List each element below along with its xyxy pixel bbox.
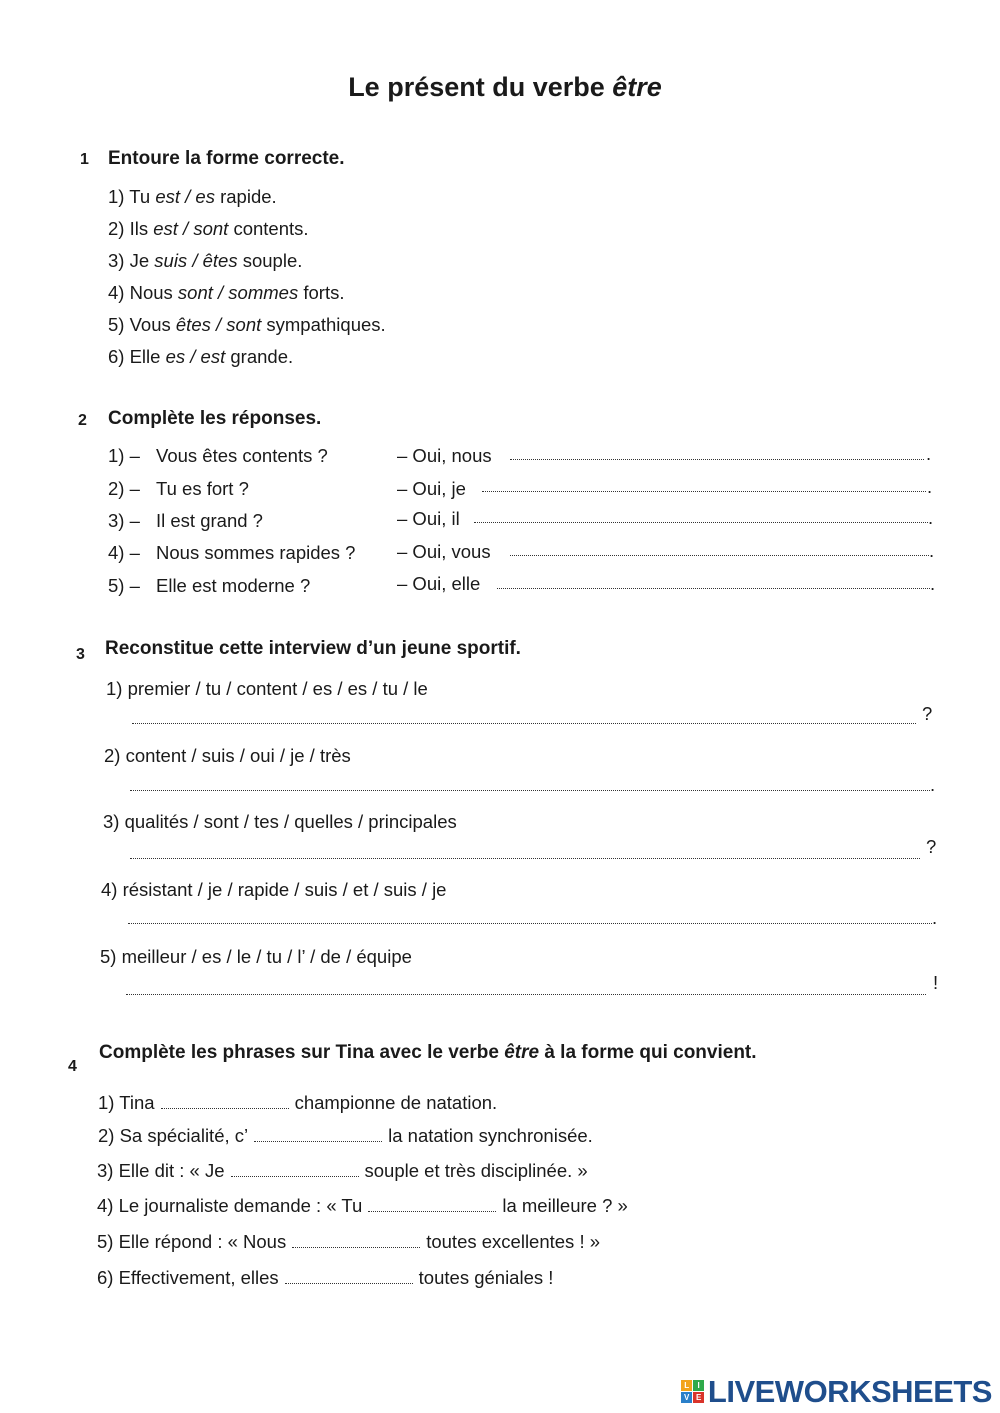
s1-options[interactable]: est / es xyxy=(155,186,215,207)
s2-answer-field[interactable] xyxy=(497,588,930,589)
s3-prompt: 1) premier / tu / content / es / es / tu / le xyxy=(106,678,428,699)
s1-options[interactable]: suis / êtes xyxy=(154,250,238,271)
s1-item-5: 5) Vous êtes / sont sympathiques. xyxy=(108,314,386,335)
s3-end-punct: . xyxy=(930,774,936,795)
s1-item-3: 3) Je suis / êtes souple. xyxy=(108,250,303,271)
s3-prompt: 4) résistant / je / rapide / suis / et / suis / je xyxy=(101,879,447,900)
page-title: Le présent du verbe être xyxy=(348,72,662,102)
s3-prompt: 2) content / suis / oui / je / très xyxy=(104,745,351,766)
s2-reply-start: – Oui, elle xyxy=(397,573,481,594)
section-2-number: 2 xyxy=(78,412,87,429)
s2-reply-start: – Oui, vous xyxy=(397,541,491,562)
s2-number: 3) – xyxy=(108,510,140,531)
liveworksheets-logo: L I V E LIVEWORKSHEETS xyxy=(681,1374,992,1410)
s3-prompt: 3) qualités / sont / tes / quelles / principales xyxy=(103,811,457,832)
s1-options[interactable]: es / est xyxy=(165,346,226,367)
s1-item-4: 4) Nous sont / sommes forts. xyxy=(108,282,345,303)
s4-blank[interactable] xyxy=(292,1233,420,1248)
s2-reply-start: – Oui, je xyxy=(397,478,466,499)
s4-item-3: 3) Elle dit : « Je souple et très disciplinée. » xyxy=(97,1160,588,1181)
s3-end-punct: ! xyxy=(933,972,939,993)
s4-blank[interactable] xyxy=(254,1127,382,1142)
s1-item-1: 1) Tu est / es rapide. xyxy=(108,186,277,207)
s2-end-punct: . xyxy=(929,540,935,561)
s1-options[interactable]: êtes / sont xyxy=(175,314,262,335)
s2-question: Vous êtes contents ? xyxy=(156,445,328,466)
s2-question: Tu es fort ? xyxy=(156,478,249,499)
s2-end-punct: . xyxy=(927,476,933,497)
s4-item-2: 2) Sa spécialité, c’ la natation synchronisée. xyxy=(98,1125,593,1146)
s1-options[interactable]: est / sont xyxy=(153,218,229,239)
s4-item-4: 4) Le journaliste demande : « Tu la meilleure ? » xyxy=(97,1195,628,1216)
s3-end-punct: . xyxy=(932,907,938,928)
s3-answer-field[interactable] xyxy=(128,923,932,924)
s1-options[interactable]: sont / sommes xyxy=(177,282,299,303)
s1-item-6: 6) Elle es / est grande. xyxy=(108,346,294,367)
s4-blank[interactable] xyxy=(161,1094,289,1109)
s3-answer-field[interactable] xyxy=(130,790,930,791)
s2-end-punct: . xyxy=(930,573,936,594)
s2-question: Nous sommes rapides ? xyxy=(156,542,356,563)
s2-reply-start: – Oui, nous xyxy=(397,445,492,466)
section-1-number: 1 xyxy=(80,151,89,168)
section-1-title: Entoure la forme correcte. xyxy=(108,148,345,169)
s4-item-6: 6) Effectivement, elles toutes géniales ! xyxy=(97,1267,554,1288)
s2-number: 1) – xyxy=(108,445,140,466)
s3-prompt: 5) meilleur / es / le / tu / l’ / de / équipe xyxy=(100,946,412,967)
s2-answer-field[interactable] xyxy=(482,491,926,492)
s2-number: 4) – xyxy=(108,542,140,563)
s3-end-punct: ? xyxy=(926,836,937,857)
liveworksheets-logo-icon: L I V E xyxy=(681,1380,705,1404)
s2-end-punct: . xyxy=(926,443,932,464)
s2-end-punct: . xyxy=(928,507,934,528)
s2-question: Il est grand ? xyxy=(156,510,263,531)
section-4-title: Complète les phrases sur Tina avec le verbe être à la forme qui convient. xyxy=(99,1042,757,1063)
section-2-title: Complète les réponses. xyxy=(108,408,322,429)
s4-blank[interactable] xyxy=(231,1162,359,1177)
s4-item-1: 1) Tina championne de natation. xyxy=(98,1092,498,1113)
s3-answer-field[interactable] xyxy=(126,994,926,995)
s4-item-5: 5) Elle répond : « Nous toutes excellentes ! » xyxy=(97,1231,601,1252)
s2-reply-start: – Oui, il xyxy=(397,508,460,529)
s3-end-punct: ? xyxy=(922,703,933,724)
s2-number: 2) – xyxy=(108,478,140,499)
s2-answer-field[interactable] xyxy=(510,555,929,556)
s2-answer-field[interactable] xyxy=(510,459,924,460)
s3-answer-field[interactable] xyxy=(130,858,920,859)
s4-blank[interactable] xyxy=(285,1269,413,1284)
section-3-number: 3 xyxy=(76,646,85,663)
section-3-title: Reconstitue cette interview d’un jeune sportif. xyxy=(105,638,521,659)
s4-blank[interactable] xyxy=(368,1197,496,1212)
s1-item-2: 2) Ils est / sont contents. xyxy=(108,218,309,239)
s2-answer-field[interactable] xyxy=(474,522,928,523)
s2-number: 5) – xyxy=(108,575,140,596)
s3-answer-field[interactable] xyxy=(132,723,916,724)
section-4-number: 4 xyxy=(68,1058,77,1075)
s2-question: Elle est moderne ? xyxy=(156,575,311,596)
